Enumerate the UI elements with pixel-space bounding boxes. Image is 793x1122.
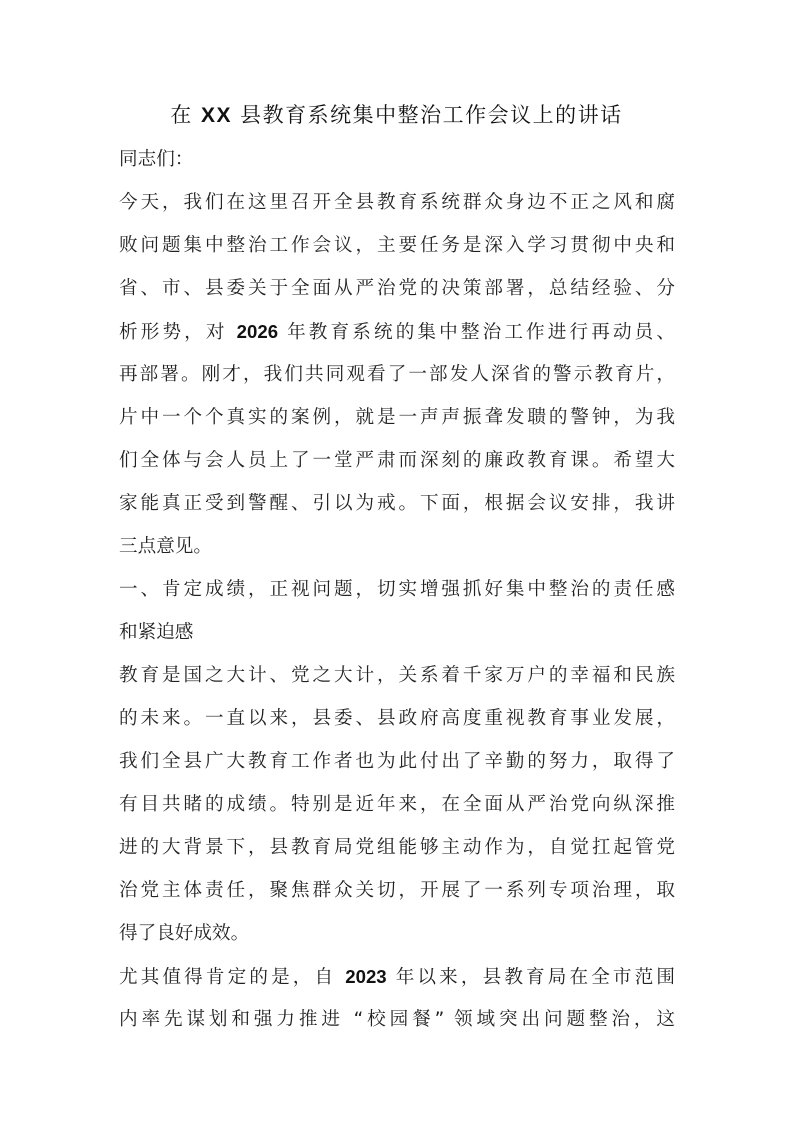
paragraph-line: 的未来。一直以来，县委、县政府高度重视教育事业发展， [119,708,675,729]
paragraph-line: 们全体与会人员上了一堂严肃而深刻的廉政教育课。希望大 [119,450,675,471]
line-text: 尤其值得肯定的是，自 [119,967,346,988]
paragraph-line: 家能真正受到警醒、引以为戒。下面，根据会议安排，我讲 [119,493,675,514]
year-number: 2023 [345,966,387,987]
line-text: 年教育系统的集中整治工作进行再动员、 [278,322,675,343]
paragraph-line: 进的大背景下，县教育局党组能够主动作为，自觉扛起管党 [119,837,675,858]
section-heading: 一、肯定成绩，正视问题，切实增强抓好集中整治的责任感 [119,579,675,600]
line-text: 析形势，对 [119,322,237,343]
salutation: 同志们： [119,149,194,170]
paragraph-line [119,964,675,991]
paragraph-line: 教育是国之大计、党之大计，关系着千家万户的幸福和民族 [119,665,675,686]
document-title [0,100,793,131]
title-suffix: 县教育系统集中整治工作会议上的讲话 [232,103,623,127]
paragraph-line: 有目共睹的成绩。特别是近年来，在全面从严治党向纵深推 [119,794,675,815]
paragraph-line: 得了良好成效。 [119,923,250,944]
year-number: 2026 [236,321,279,342]
paragraph-line: 片中一个个真实的案例，就是一声声振聋发聩的警钟，为我 [119,407,675,428]
section-heading: 和紧迫感 [119,622,194,643]
paragraph-line: 治党主体责任，聚焦群众关切，开展了一系列专项治理，取 [119,880,675,901]
line-text: 年以来，县教育局在全市范围 [386,967,675,988]
paragraph-line: 败问题集中整治工作会议，主要任务是深入学习贯彻中央和 [119,235,675,256]
paragraph-line: 再部署。刚才，我们共同观看了一部发人深省的警示教育片， [119,364,675,385]
paragraph-line: 内率先谋划和强力推进 “校园餐” 领域突出问题整治，这 [119,1009,675,1030]
paragraph-line: 今天，我们在这里召开全县教育系统群众身边不正之风和腐 [119,192,675,213]
paragraph-line: 省、市、县委关于全面从严治党的决策部署，总结经验、分 [119,278,675,299]
title-prefix: 在 [170,103,201,127]
title-county-placeholder: XX [200,104,232,127]
paragraph-line [119,319,675,346]
paragraph-line: 我们全县广大教育工作者也为此付出了辛勤的努力，取得了 [119,751,675,772]
paragraph-line: 三点意见。 [119,536,212,557]
